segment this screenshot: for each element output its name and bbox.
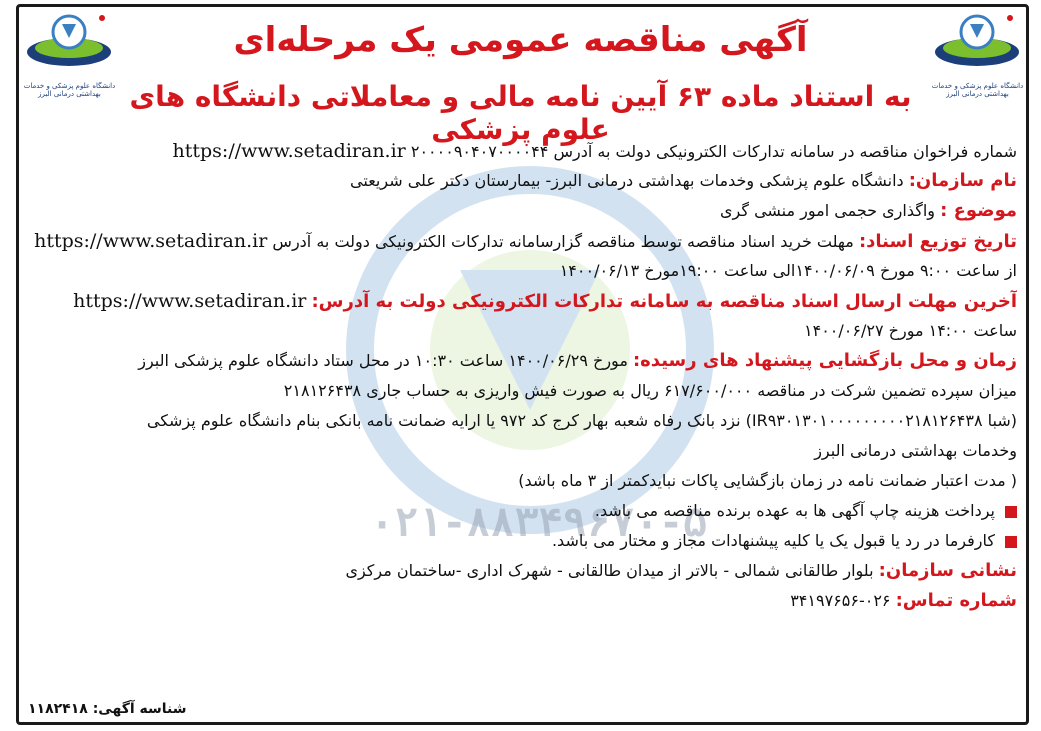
bullet-text: پرداخت هزینه چاپ آگهی ها به عهده برنده مناقصه می باشد. xyxy=(594,501,995,520)
ad-body xyxy=(24,136,1017,616)
distribution-line xyxy=(24,226,1017,256)
distribution-url[interactable]: https://www.setadiran.ir xyxy=(34,230,268,252)
deadline-label: آخرین مهلت ارسال اسناد مناقصه به سامانه تدارکات الکترونیکی دولت به آدرس: xyxy=(311,291,1017,312)
subject-line xyxy=(24,196,1017,226)
university-logo-right xyxy=(930,8,1025,98)
logo-emblem-icon xyxy=(22,8,117,80)
call-number-value: ۲۰۰۰۰۹۰۴۰۷۰۰۰۰۴۴ xyxy=(410,142,549,161)
call-number-url[interactable]: https://www.setadiran.ir xyxy=(172,140,406,162)
deposit-line-2: (شبا IR۹۳۰۱۳۰۱۰۰۰۰۰۰۰۰۰۲۱۸۱۲۶۴۳۸) نزد بانک رفاه شعبه بهار کرج کد ۹۷۲ یا ارایه ضمانت نامه بانکی بنام دانشگاه علوم پزشکی xyxy=(146,411,1017,430)
call-number-text: شماره فراخوان مناقصه در سامانه تدارکات الکترونیکی دولت به آدرس xyxy=(553,142,1017,161)
deposit-line-1: میزان سپرده تضمین شرکت در مناقصه ۶۱۷/۶۰۰/۰۰۰ ریال به صورت فیش واریزی به حساب جاری ۲۱۸۱۲۶۴۳۸ xyxy=(283,381,1017,400)
opening-label: زمان و محل بازگشایی پیشنهاد های رسیده: xyxy=(632,350,1017,371)
deposit-line-3: وخدمات بهداشتی درمانی البرز xyxy=(814,441,1017,460)
address-value: بلوار طالقانی شمالی - بالاتر از میدان طالقانی - شهرک اداری -ساختمان مرکزی xyxy=(345,561,874,580)
address-line xyxy=(24,556,1017,586)
subject-label: موضوع : xyxy=(940,200,1017,221)
deadline-line xyxy=(24,286,1017,316)
ad-title: آگهی مناقصه عمومی یک مرحله‌ای xyxy=(233,20,808,60)
opening-line xyxy=(24,346,1017,376)
deadline-time: ساعت ۱۴:۰۰ مورخ ۱۴۰۰/۰۶/۲۷ xyxy=(804,321,1017,340)
org-label: نام سازمان: xyxy=(908,170,1017,191)
deadline-time-line xyxy=(24,316,1017,346)
deadline-url[interactable]: https://www.setadiran.ir xyxy=(73,290,307,312)
address-label: نشانی سازمان: xyxy=(878,560,1017,581)
ad-subtitle: به استناد ماده ۶۳ آیین نامه مالی و معاملاتی دانشگاه های علوم پزشکی xyxy=(129,80,912,146)
subject-value: واگذاری حجمی امور منشی گری xyxy=(720,201,936,220)
ad-id: شناسه آگهی: ۱۱۸۲۴۱۸ xyxy=(28,701,187,717)
square-bullet-icon xyxy=(1005,536,1017,548)
phone-value: ۰۲۶-۳۴۱۹۷۶۵۶ xyxy=(790,591,891,610)
square-bullet-icon xyxy=(1005,506,1017,518)
bullet-item-2 xyxy=(24,526,1017,556)
distribution-time-line xyxy=(24,256,1017,286)
distribution-label: تاریخ توزیع اسناد: xyxy=(858,231,1017,252)
distribution-value: مهلت خرید اسناد مناقصه توسط مناقصه گزارسامانه تدارکات الکترونیکی دولت به آدرس xyxy=(272,232,854,251)
bullet-item-1 xyxy=(24,496,1017,526)
watermark-phone: ۰۲۱-۸۸۳۴۹۶۷۰-۵ xyxy=(370,500,708,546)
org-value: دانشگاه علوم پزشکی وخدمات بهداشتی درمانی البرز- بیمارستان دکتر علی شریعتی xyxy=(350,171,904,190)
opening-value: مورخ ۱۴۰۰/۰۶/۲۹ ساعت ۱۰:۳۰ در محل ستاد دانشگاه علوم پزشکی البرز xyxy=(138,351,628,370)
logo-caption: دانشگاه علوم پزشکی و خدمات بهداشتی درمانی البرز xyxy=(931,82,1024,98)
logo-caption: دانشگاه علوم پزشکی و خدمات بهداشتی درمانی البرز xyxy=(23,82,116,98)
bullet-text: کارفرما در رد یا قبول یک یا کلیه پیشنهادات مجاز و مختار می باشد. xyxy=(551,531,995,550)
phone-label: شماره تماس: xyxy=(895,590,1017,611)
org-line xyxy=(24,166,1017,196)
phone-line xyxy=(24,586,1017,616)
logo-emblem-icon xyxy=(930,8,1025,80)
call-number-line xyxy=(24,136,1017,166)
distribution-time: از ساعت ۹:۰۰ مورخ ۱۴۰۰/۰۶/۰۹الی ساعت ۱۹:۰۰مورخ ۱۴۰۰/۰۶/۱۳ xyxy=(559,261,1017,280)
deposit-line-4: ( مدت اعتبار ضمانت نامه در زمان بازگشایی پاکات نبایدکمتر از ۳ ماه باشد) xyxy=(518,471,1017,490)
